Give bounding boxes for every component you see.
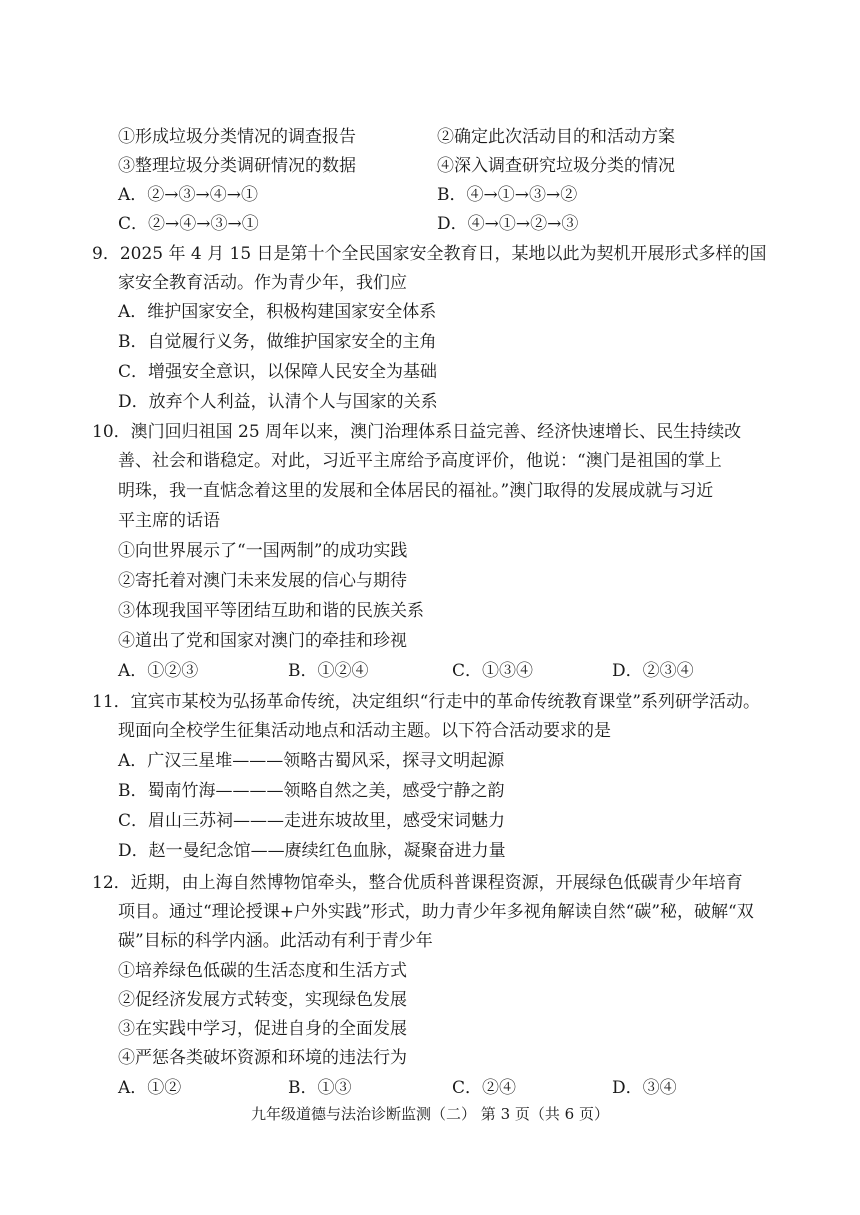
- q8-option-d: D．④→①→②→③: [437, 214, 579, 234]
- q12-stem-line-3: 碳”目标的科学内涵。此活动有利于青少年: [118, 931, 433, 951]
- q8-option-b: B．④→①→③→②: [437, 185, 578, 205]
- q8-item-2: ②确定此次活动目的和活动方案: [437, 127, 675, 147]
- q10-option-d: D．②③④: [612, 661, 694, 681]
- q12-item-3: ③在实践中学习，促进自身的全面发展: [118, 1019, 407, 1039]
- q11-option-a: A．广汉三星堆———领略古蜀风采，探寻文明起源: [118, 751, 505, 771]
- q12-option-b: B．①③: [288, 1078, 352, 1098]
- q8-option-a: A．②→③→④→①: [118, 185, 259, 205]
- q10-item-4: ④道出了党和国家对澳门的牵挂和珍视: [118, 631, 407, 651]
- q9-option-d: D．放弃个人利益，认清个人与国家的关系: [118, 392, 438, 412]
- q12-option-c: C．②④: [452, 1078, 517, 1098]
- q8-option-c: C．②→④→③→①: [118, 214, 259, 234]
- q11-stem-line-1: 11．宜宾市某校为弘扬革命传统，决定组织“行走中的革命传统教育课堂”系列研学活动。: [92, 692, 761, 712]
- q10-option-a: A．①②③: [118, 661, 199, 681]
- q11-option-c: C．眉山三苏祠———走进东坡故里，感受宋词魅力: [118, 811, 506, 831]
- q12-stem-line-2: 项目。通过“理论授课+户外实践”形式，助力青少年多视角解读自然“碳”秘，破解“双: [118, 902, 754, 922]
- q8-item-1: ①形成垃圾分类情况的调查报告: [118, 127, 356, 147]
- q9-option-c: C．增强安全意识，以保障人民安全为基础: [118, 362, 438, 382]
- q11-option-b: B．蜀南竹海————领略自然之美，感受宁静之韵: [118, 781, 505, 801]
- q12-item-2: ②促经济发展方式转变，实现绿色发展: [118, 990, 407, 1010]
- q10-item-2: ②寄托着对澳门未来发展的信心与期待: [118, 571, 407, 591]
- q10-stem-line-3: 明珠，我一直惦念着这里的发展和全体居民的福祉。”澳门取得的发展成就与习近: [118, 481, 714, 501]
- q9-option-a: A．维护国家安全，积极构建国家安全体系: [118, 302, 437, 322]
- q12-option-a: A．①②: [118, 1078, 182, 1098]
- q8-item-3: ③整理垃圾分类调研情况的数据: [118, 156, 356, 176]
- q8-item-4: ④深入调查研究垃圾分类的情况: [437, 156, 675, 176]
- q12-item-4: ④严惩各类破坏资源和环境的违法行为: [118, 1048, 407, 1068]
- q9-stem-line-1: 9．2025 年 4 月 15 日是第十个全民国家安全教育日，某地以此为契机开展形式多样的国: [92, 244, 767, 264]
- q12-option-d: D．③④: [612, 1078, 677, 1098]
- q10-item-1: ①向世界展示了“一国两制”的成功实践: [118, 541, 408, 561]
- q10-option-c: C．①③④: [452, 661, 534, 681]
- q10-stem-line-1: 10．澳门回归祖国 25 周年以来，澳门治理体系日益完善、经济快速增长、民生持续改: [92, 422, 742, 442]
- q12-stem-line-1: 12．近期，由上海自然博物馆牵头，整合优质科普课程资源，开展绿色低碳青少年培育: [92, 873, 743, 893]
- q11-stem-line-2: 现面向全校学生征集活动地点和活动主题。以下符合活动要求的是: [118, 721, 611, 741]
- q12-item-1: ①培养绿色低碳的生活态度和生活方式: [118, 961, 407, 981]
- q9-option-b: B．自觉履行义务，做维护国家安全的主角: [118, 332, 437, 352]
- q10-option-b: B．①②④: [288, 661, 369, 681]
- page-footer: 九年级道德与法治诊断监测（二） 第 3 页（共 6 页）: [251, 1105, 609, 1123]
- q10-stem-line-2: 善、社会和谐稳定。对此，习近平主席给予高度评价，他说：“澳门是祖国的掌上: [118, 451, 722, 471]
- q11-option-d: D．赵一曼纪念馆——赓续红色血脉，凝聚奋进力量: [118, 841, 506, 861]
- q10-item-3: ③体现我国平等团结互助和谐的民族关系: [118, 601, 424, 621]
- q10-stem-line-4: 平主席的话语: [118, 511, 220, 531]
- q9-stem-line-2: 家安全教育活动。作为青少年，我们应: [118, 273, 407, 293]
